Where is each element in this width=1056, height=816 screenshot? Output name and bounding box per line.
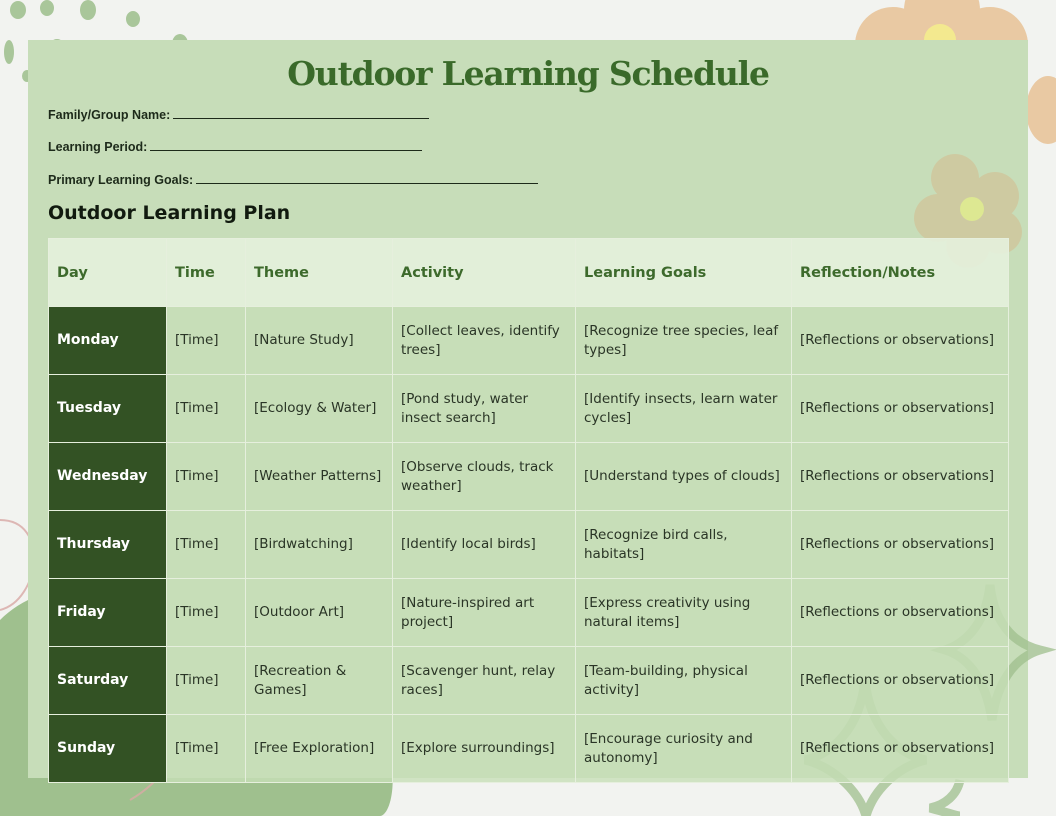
header-theme: Theme [246, 239, 393, 307]
theme-cell[interactable]: [Outdoor Art] [246, 579, 393, 647]
learning-goals-cell[interactable]: [Identify insects, learn water cycles] [576, 375, 792, 443]
day-cell: Friday [49, 579, 167, 647]
day-cell: Sunday [49, 715, 167, 783]
table-row [49, 443, 1009, 511]
learning-goals-cell[interactable]: [Team-building, physical activity] [576, 647, 792, 715]
theme-cell[interactable]: [Recreation & Games] [246, 647, 393, 715]
activity-cell[interactable]: [Pond study, water insect search] [393, 375, 576, 443]
time-cell[interactable]: [Time] [167, 375, 246, 443]
day-cell: Tuesday [49, 375, 167, 443]
reflection-cell[interactable]: [Reflections or observations] [792, 511, 1009, 579]
reflection-cell[interactable]: [Reflections or observations] [792, 715, 1009, 783]
section-title: Outdoor Learning Plan [48, 202, 291, 224]
table-row [49, 579, 1009, 647]
activity-cell[interactable]: [Explore surroundings] [393, 715, 576, 783]
day-cell: Monday [49, 307, 167, 375]
theme-cell[interactable]: [Weather Patterns] [246, 443, 393, 511]
table-row [49, 307, 1009, 375]
time-cell[interactable]: [Time] [167, 307, 246, 375]
learning-goals-cell[interactable]: [Recognize tree species, leaf types] [576, 307, 792, 375]
learning-goals-cell[interactable]: [Understand types of clouds] [576, 443, 792, 511]
family-group-name-field[interactable] [48, 108, 429, 122]
activity-cell[interactable]: [Observe clouds, track weather] [393, 443, 576, 511]
table-row [49, 715, 1009, 783]
theme-cell[interactable]: [Free Exploration] [246, 715, 393, 783]
learning-goals-cell[interactable]: [Express creativity using natural items] [576, 579, 792, 647]
time-cell[interactable]: [Time] [167, 647, 246, 715]
header-day: Day [49, 239, 167, 307]
header-reflection-notes: Reflection/Notes [792, 239, 1009, 307]
table-row [49, 375, 1009, 443]
table-row [49, 647, 1009, 715]
activity-cell[interactable]: [Scavenger hunt, relay races] [393, 647, 576, 715]
learning-plan-table [48, 238, 1009, 783]
fill-in-line[interactable] [150, 141, 422, 151]
day-cell: Wednesday [49, 443, 167, 511]
time-cell[interactable]: [Time] [167, 715, 246, 783]
time-cell[interactable]: [Time] [167, 579, 246, 647]
time-cell[interactable]: [Time] [167, 511, 246, 579]
header-learning-goals: Learning Goals [576, 239, 792, 307]
header-activity: Activity [393, 239, 576, 307]
learning-period-field[interactable] [48, 140, 422, 154]
primary-learning-goals-field[interactable] [48, 173, 538, 187]
theme-cell[interactable]: [Birdwatching] [246, 511, 393, 579]
reflection-cell[interactable]: [Reflections or observations] [792, 579, 1009, 647]
reflection-cell[interactable]: [Reflections or observations] [792, 647, 1009, 715]
time-cell[interactable]: [Time] [167, 443, 246, 511]
day-cell: Saturday [49, 647, 167, 715]
reflection-cell[interactable]: [Reflections or observations] [792, 375, 1009, 443]
fill-in-line[interactable] [196, 174, 538, 184]
field-label: Primary Learning Goals: [48, 173, 194, 187]
activity-cell[interactable]: [Nature-inspired art project] [393, 579, 576, 647]
table-header-row [49, 239, 1009, 307]
theme-cell[interactable]: [Ecology & Water] [246, 375, 393, 443]
field-label: Learning Period: [48, 140, 148, 154]
fill-in-line[interactable] [173, 109, 429, 119]
table-row [49, 511, 1009, 579]
activity-cell[interactable]: [Collect leaves, identify trees] [393, 307, 576, 375]
learning-goals-cell[interactable]: [Encourage curiosity and autonomy] [576, 715, 792, 783]
day-cell: Thursday [49, 511, 167, 579]
field-label: Family/Group Name: [48, 108, 171, 122]
page-title: Outdoor Learning Schedule [287, 54, 769, 93]
learning-goals-cell[interactable]: [Recognize bird calls, habitats] [576, 511, 792, 579]
activity-cell[interactable]: [Identify local birds] [393, 511, 576, 579]
header-time: Time [167, 239, 246, 307]
theme-cell[interactable]: [Nature Study] [246, 307, 393, 375]
reflection-cell[interactable]: [Reflections or observations] [792, 307, 1009, 375]
reflection-cell[interactable]: [Reflections or observations] [792, 443, 1009, 511]
